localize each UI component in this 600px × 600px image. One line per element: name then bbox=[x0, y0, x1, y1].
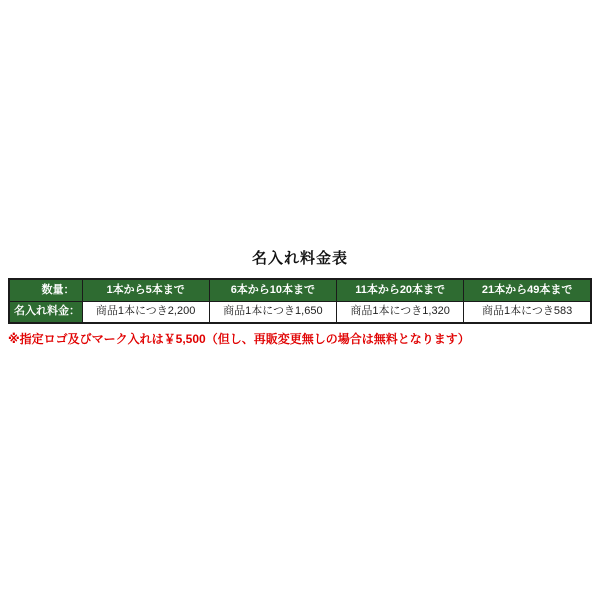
table-price-row bbox=[9, 301, 591, 323]
price-cell-21to49: 商品1本につき583 bbox=[464, 301, 591, 323]
logo-mark-fee-note: ※指定ロゴ及びマーク入れは￥5,500（但し、再販変更無しの場合は無料となります） bbox=[8, 332, 470, 346]
table-header-row bbox=[9, 279, 591, 301]
price-cell-1to5: 商品1本につき2,200 bbox=[82, 301, 209, 323]
price-cell-11to20: 商品1本につき1,320 bbox=[337, 301, 464, 323]
column-header-11to20: 11本から20本まで bbox=[337, 279, 464, 301]
quantity-row-label: 数量： bbox=[9, 279, 82, 301]
column-header-1to5: 1本から5本まで bbox=[82, 279, 209, 301]
price-cell-6to10: 商品1本につき1,650 bbox=[209, 301, 336, 323]
price-row-label: 名入れ料金： bbox=[9, 301, 82, 323]
page-title: 名入れ料金表 bbox=[251, 250, 348, 267]
column-header-21to49: 21本から49本まで bbox=[464, 279, 591, 301]
column-header-6to10: 6本から10本まで bbox=[209, 279, 336, 301]
price-table bbox=[8, 278, 592, 324]
